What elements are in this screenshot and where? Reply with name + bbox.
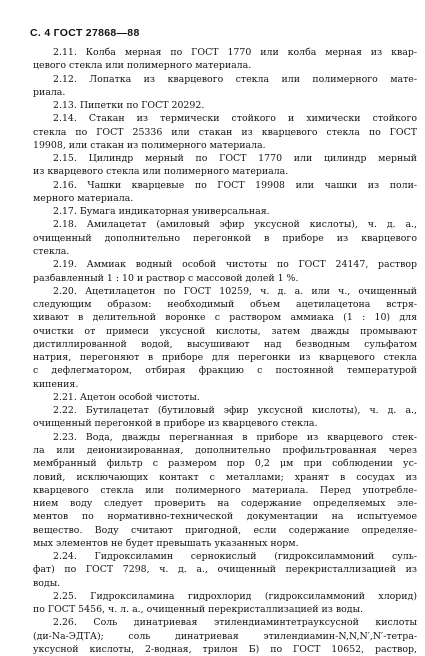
text-line: 2.11. Колба мерная по ГОСТ 1770 или колба мерная из квар- (53, 47, 417, 58)
text-line: очищенный дополнительно перегонкой в приборе из кварцевого (33, 232, 417, 244)
text-line: 2.20. Ацетилацетон по ГОСТ 10259, ч. д. а. или ч., очищенный (53, 285, 417, 297)
text-line: 2.22. Бутилацетат (бутиловый эфир уксусной кислоты), ч. д. а., (53, 405, 417, 417)
text-line: хивают в делительной воронке с раствором аммиака (1 : 10) для (33, 312, 417, 324)
text-line: 2.12. Лопатка из кварцевого стекла или полимерного мате- (53, 73, 417, 85)
text-line: 2.26. Соль динатриевая этилендиаминтетрауксусной кислоты (53, 617, 417, 629)
text-line: нием воду следует проверить на содержание определяемых эле- (33, 498, 417, 510)
text-line: риала. (33, 86, 66, 98)
text-line: стекла по ГОСТ 25336 или стакан из кварцевого стекла по ГОСТ (33, 126, 417, 138)
text-line: ла или деионизированная, дополнительно профильтрованная через (33, 444, 417, 456)
text-line: 2.19. Аммиак водный особой чистоты по ГОСТ 24147, раствор (53, 259, 417, 271)
text-line: 2.21. Ацетон особой чистоты. (53, 391, 200, 403)
text-line: фат) по ГОСТ 7298, ч. д. а., очищенный перекристаллизацией из (33, 564, 417, 576)
text-line: разбавленный 1 : 10 и раствор с массовой долей 1 %. (33, 272, 299, 284)
body-text (33, 46, 417, 656)
text-line: по ГОСТ 5456, ч. л. а., очищенный перекристаллизацией из воды. (33, 604, 364, 616)
text-line: очистки от примеси уксусной кислоты, затем дважды промывают (33, 325, 417, 337)
text-line: дистиллированной водой, высушивают над безводным сульфатом (33, 338, 417, 350)
text-line: натрия, перегоняют в приборе для перегонки из кварцевого стекла (33, 352, 417, 364)
text-line: 2.16. Чашки кварцевые по ГОСТ 19908 или чашки из поли- (53, 179, 417, 191)
text-line: кипения. (33, 378, 79, 390)
text-line: 19908, или стакан из полимерного материала. (33, 139, 266, 151)
page-header: С. 4 ГОСТ 27868—88 (30, 27, 140, 39)
text-line: 2.14. Стакан из термически стойкого и химически стойкого (53, 113, 417, 125)
text-line: из кварцевого стекла или полимерного материала. (33, 166, 289, 178)
text-line: ментов по нормативно-технической документации на испытуемое (33, 511, 417, 523)
text-line: мых элементов не будет превышать указанных норм. (33, 537, 299, 549)
text-line: очищенный перегонкой в приборе из кварцевого стекла. (33, 418, 318, 430)
text-line: кварцевого стекла или полимерного материала. Перед употребле- (33, 484, 417, 496)
text-line: вещество. Воду считают пригодной, если содержание определяе- (33, 524, 417, 536)
text-line: ловий, исключающих контакт с металлами; хранят в сосудах из (33, 471, 417, 483)
text-line: следующим образом: необходимый объем ацетилацетона встря- (33, 299, 417, 311)
text-line: 2.13. Пипетки по ГОСТ 20292. (53, 100, 205, 112)
text-line: 2.17. Бумага индикаторная универсальная. (53, 206, 270, 218)
text-line: (ди-Na-ЭДТА); соль динатриевая этилендиамин-N,N,N′,N′-тетра- (33, 630, 417, 642)
text-line: 2.15. Цилиндр мерный по ГОСТ 1770 или цилиндр мерный (53, 153, 417, 165)
text-line: уксусной кислоты, 2-водная, трилон Б) по ГОСТ 10652, раствор, (33, 643, 417, 655)
text-line: 2.23. Вода, дважды перегнанная в приборе из кварцевого стек- (53, 431, 417, 443)
text-line: 2.25. Гидроксиламина гидрохлорид (гидроксиламмоний хлорид) (53, 590, 417, 602)
text-line: цевого стекла или полимерного материала. (33, 60, 252, 72)
text-line: 2.18. Амилацетат (амиловый эфир уксусной кислоты), ч. д. а., (53, 219, 417, 231)
text-line: воды. (33, 577, 61, 589)
text-line: с дефлегматором, отбирая фракцию с постоянной температурой (33, 365, 417, 377)
text-line: 2.24. Гидроксиламин сернокислый (гидроксиламмоний суль- (53, 551, 417, 563)
text-line: мерного материала. (33, 192, 134, 204)
text-line: стекла. (33, 245, 70, 257)
text-line: мембранный фильтр с размером пор 0,2 μм при соблюдении ус- (33, 458, 417, 470)
